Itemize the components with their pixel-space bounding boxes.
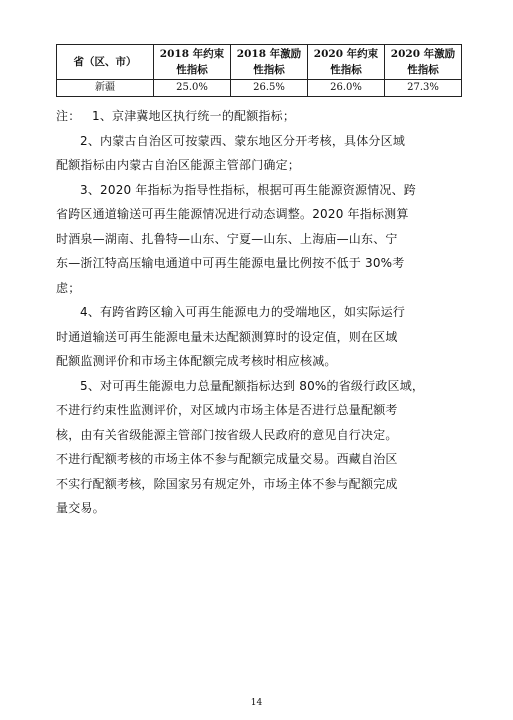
note-line-11: 配额监测评价和市场主体配额完成考核时相应核减。 xyxy=(56,354,337,368)
header-2020-incentive-line1: 2020 年激励 xyxy=(390,48,456,60)
header-2018-incentive-line2: 性指标 xyxy=(253,64,285,76)
cell-region: 新疆 xyxy=(57,80,154,97)
note-text: 1、京津冀地区执行统一的配额指标； xyxy=(92,109,296,123)
header-2020-binding-line1: 2020 年约束 xyxy=(313,48,379,60)
header-2018-binding xyxy=(154,45,231,80)
table-row xyxy=(57,80,462,97)
notes-section xyxy=(56,104,466,521)
note-line-6: 时酒泉—湖南、扎鲁特—山东、宁夏—山东、上海庙—山东、宁 xyxy=(56,231,398,246)
cell-2020-binding: 26.0% xyxy=(308,80,385,97)
page-number: 14 xyxy=(250,698,263,708)
note-line-14: 核，由有关省级能源主管部门按省级人民政府的意见自行决定。 xyxy=(56,427,398,442)
header-2020-incentive-line2: 性指标 xyxy=(407,64,439,76)
cell-2018-incentive: 26.5% xyxy=(231,80,308,97)
header-region: 省（区、市） xyxy=(57,45,154,80)
note-line-3: 配额指标由内蒙古自治区能源主管部门确定； xyxy=(56,158,301,172)
note-line-2: 2、内蒙古自治区可按蒙西、蒙东地区分开考核，具体分区域 xyxy=(80,133,406,148)
note-line-9: 4、有跨省跨区输入可再生能源电力的受端地区，如实际运行 xyxy=(80,305,406,319)
header-2018-binding-line1: 2018 年约束 xyxy=(159,48,225,60)
header-2018-binding-line2: 性指标 xyxy=(176,64,208,76)
header-2020-binding xyxy=(308,45,385,80)
notes-prefix: 注： xyxy=(56,109,81,123)
header-2020-binding-line2: 性指标 xyxy=(330,64,362,76)
cell-2020-incentive: 27.3% xyxy=(385,80,462,97)
note-line-17: 量交易。 xyxy=(56,501,105,515)
cell-2018-binding: 25.0% xyxy=(154,80,231,97)
header-2018-incentive xyxy=(231,45,308,80)
note-line-13: 不进行约束性监测评价，对区域内市场主体是否进行总量配额考 xyxy=(56,403,398,417)
note-line-8: 虑； xyxy=(56,280,81,295)
table-header-row xyxy=(57,45,462,80)
quota-table xyxy=(56,44,462,97)
note-line-10: 时通道输送可再生能源电量未达配额测算时的设定值，则在区域 xyxy=(56,329,398,344)
note-line-16: 不实行配额考核，除国家另有规定外，市场主体不参与配额完成 xyxy=(56,476,398,491)
note-line-4: 3、2020 年指标为指导性指标，根据可再生能源资源情况、跨 xyxy=(80,182,416,197)
header-2020-incentive xyxy=(385,45,462,80)
note-line-15: 不进行配额考核的市场主体不参与配额完成量交易。西藏自治区 xyxy=(56,452,398,466)
note-line-12: 5、对可再生能源电力总量配额指标达到 80%的省级行政区域， xyxy=(80,378,425,393)
header-2018-incentive-line1: 2018 年激励 xyxy=(236,48,302,60)
note-line-5: 省跨区通道输送可再生能源情况进行动态调整。2020 年指标测算 xyxy=(56,207,409,221)
note-line-1 xyxy=(56,104,466,129)
note-line-7: 东—浙江特高压输电通道中可再生能源电量比例按不低于 30%考 xyxy=(56,256,405,270)
